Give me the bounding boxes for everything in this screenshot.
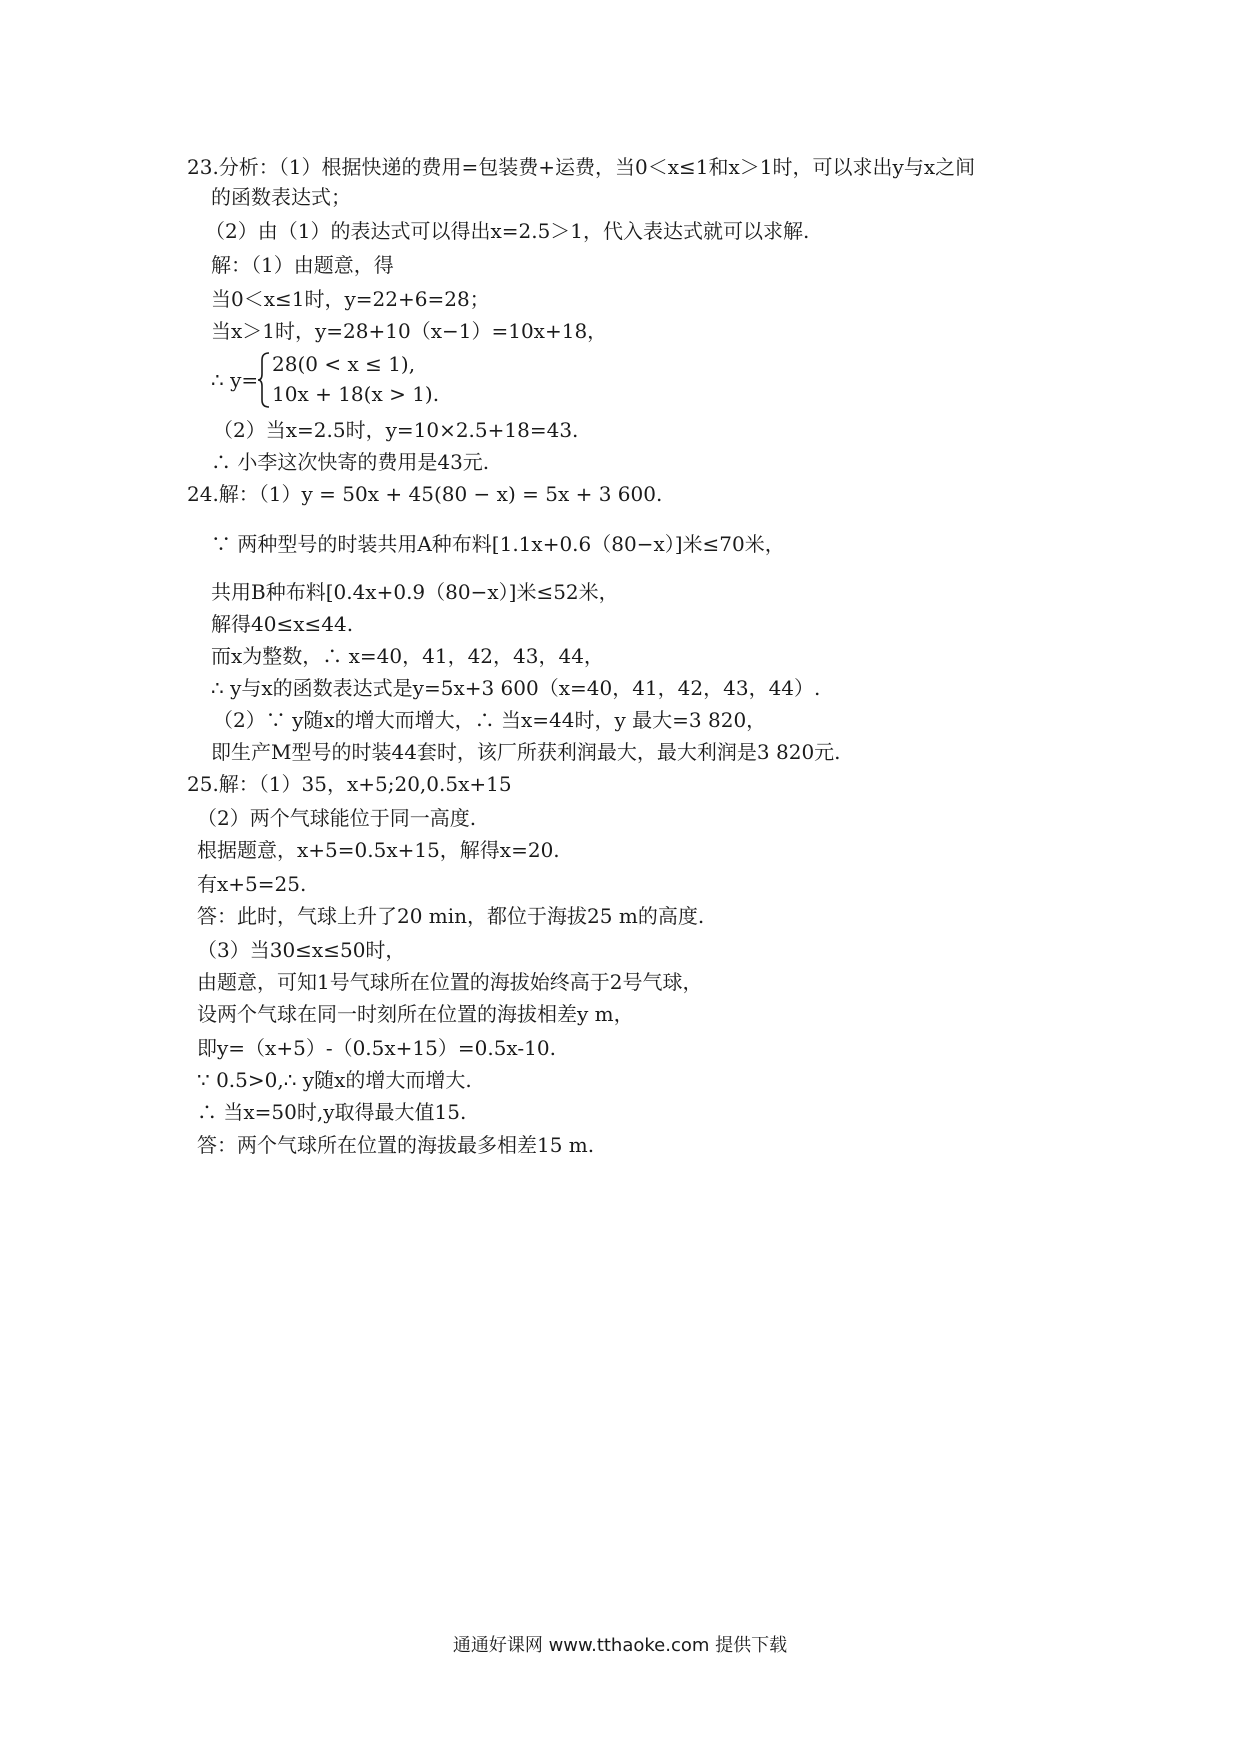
text-line: 的函数表达式； bbox=[211, 185, 351, 209]
text-line: 由题意，可知1号气球所在位置的海拔始终高于2号气球， bbox=[197, 970, 703, 994]
text-line: 23.分析：（1）根据快递的费用=包装费+运费，当0＜x≤1和x＞1时，可以求出y与x之间 bbox=[187, 155, 976, 179]
text-line: 解：（1）由题意，得 bbox=[211, 253, 394, 277]
text-line: 共用B种布料[0.4x+0.9（80−x）]米≤52米， bbox=[211, 580, 619, 604]
text-line: 即y=（x+5）-（0.5x+15）=0.5x-10. bbox=[197, 1036, 556, 1060]
text-line: 根据题意，x+5=0.5x+15，解得x=20. bbox=[197, 838, 560, 862]
text-line: （3）当30≤x≤50时， bbox=[197, 938, 406, 962]
text-line: （2）两个气球能位于同一高度. bbox=[197, 806, 477, 830]
text-line: 当x＞1时，y=28+10（x−1）=10x+18， bbox=[211, 319, 608, 343]
text-line: 24.解：（1）y = 50x + 45(80 − x) = 5x + 3 600. bbox=[187, 482, 663, 506]
text-line: 答：两个气球所在位置的海拔最多相差15 m. bbox=[197, 1133, 595, 1157]
text-line: ∵ 两种型号的时装共用A种布料[1.1x+0.6（80−x）]米≤70米， bbox=[211, 532, 785, 556]
text-line: 即生产M型号的时装44套时，该厂所获利润最大，最大利润是3 820元. bbox=[211, 740, 841, 764]
piecewise-case-1: 28(0 < x ≤ 1), bbox=[272, 352, 416, 376]
text-line: 答：此时，气球上升了20 min，都位于海拔25 m的高度. bbox=[197, 904, 705, 928]
piecewise-case-2: 10x + 18(x > 1). bbox=[272, 382, 440, 406]
text-line: 有x+5=25. bbox=[197, 872, 307, 896]
text-line: 而x为整数，∴ x=40，41，42，43，44， bbox=[211, 644, 604, 668]
text-line: （2）∵ y随x的增大而增大，∴ 当x=44时，y 最大=3 820， bbox=[213, 708, 767, 732]
text-line: ∵ 0.5>0,∴ y随x的增大而增大. bbox=[197, 1068, 472, 1092]
text-line: ∴ 小李这次快寄的费用是43元. bbox=[211, 450, 490, 474]
text-line: 25.解：（1）35，x+5;20,0.5x+15 bbox=[187, 772, 512, 796]
text-line: （2）当x=2.5时，y=10×2.5+18=43. bbox=[213, 418, 579, 442]
text-line: ∴ y= bbox=[211, 368, 259, 392]
text-line: （2）由（1）的表达式可以得出x=2.5＞1，代入表达式就可以求解. bbox=[205, 219, 810, 243]
text-line: 解得40≤x≤44. bbox=[211, 612, 354, 636]
text-line: 设两个气球在同一时刻所在位置的海拔相差y m， bbox=[197, 1002, 634, 1026]
footer-credit: 通通好课网 www.tthaoke.com 提供下载 bbox=[452, 1635, 788, 1656]
text-line: ∴ 当x=50时,y取得最大值15. bbox=[197, 1100, 467, 1124]
text-line: ∴ y与x的函数表达式是y=5x+3 600（x=40，41，42，43，44）. bbox=[211, 676, 821, 700]
brace-icon bbox=[257, 352, 271, 408]
text-line: 当0＜x≤1时，y=22+6=28； bbox=[211, 287, 490, 311]
